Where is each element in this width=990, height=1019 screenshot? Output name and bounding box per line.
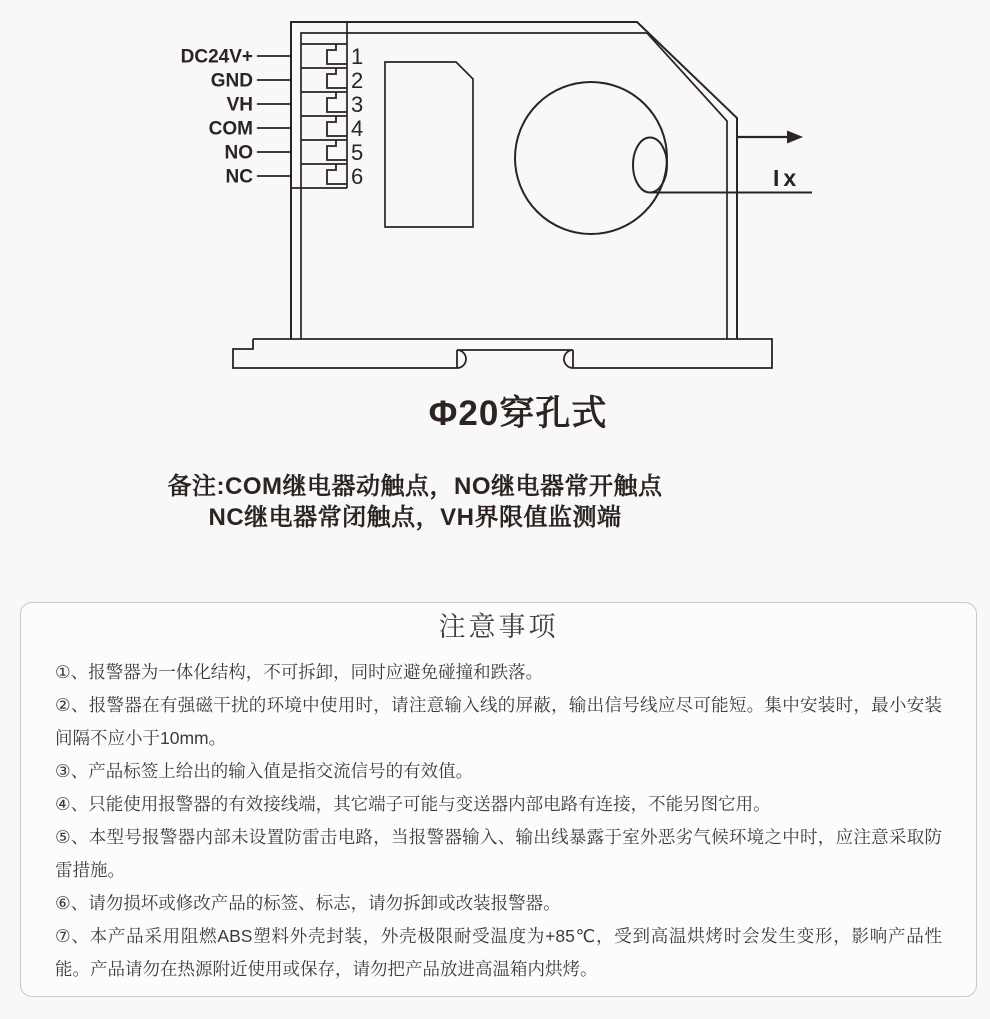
device-diagram-svg [0,0,990,395]
notice-item-list [55,656,942,986]
remark-line-2: NC继电器常闭触点，VH界限值监测端 [208,504,622,531]
terminal-number-2: 2 [351,68,364,93]
terminal-leader-lines [257,56,291,176]
terminal-number-6: 6 [351,164,364,189]
current-arrow-head [787,131,803,144]
notice-box [20,602,977,997]
notice-title: 注意事项 [438,612,559,642]
terminal-label-com: COM [208,118,253,140]
notice-item-7: ⑦、本产品采用阻燃ABS塑料外壳封装，外壳极限耐受温度为+85℃，受到高温烘烤时会发生变形，影响产品性能。产品请勿在热源附近使用或保存，请勿把产品放进高温箱内烘烤。 [55,926,942,979]
remark-block [65,471,765,533]
terminal-number-3: 3 [351,92,364,117]
through-hole-circle [515,82,667,234]
notice-item-4: ④、只能使用报警器的有效接线端，其它端子可能与变送器内部电路有连接，不能另图它用。 [55,794,771,814]
remark-line-1: 备注:COM继电器动触点，NO继电器常开触点 [167,473,663,500]
device-body-inner-outline [301,33,727,339]
terminal-number-5: 5 [351,140,364,165]
notice-item-1: ①、报警器为一体化结构，不可拆卸，同时应避免碰撞和跌落。 [55,662,544,682]
notice-item-2: ②、报警器在有强磁干扰的环境中使用时，请注意输入线的屏蔽，输出信号线应尽可能短。集中安装时，最小安装间隔不应小于10mm。 [55,695,942,748]
terminal-number-1: 1 [351,44,364,69]
nameplate-rect [385,62,473,227]
device-diagram [0,0,990,400]
current-label-ix: Ix [773,165,801,191]
terminal-label-nc: NC [225,166,253,188]
notice-item-6: ⑥、请勿损坏或修改产品的标签、标志，请勿拆卸或改装报警器。 [55,893,561,913]
terminal-cell-dividers [301,44,347,164]
terminal-number-4: 4 [351,116,364,141]
through-hole-ellipse [633,138,667,193]
terminal-block-frame [291,22,347,188]
terminal-label-vh: VH [226,94,253,116]
notice-item-3: ③、产品标签上给出的输入值是指交流信号的有效值。 [55,761,474,781]
terminal-label-dc24v: DC24V+ [180,46,253,68]
diagram-title: Φ20穿孔式 [428,394,608,433]
terminal-label-gnd: GND [210,70,253,92]
din-rail-base [233,339,772,368]
terminal-clamp-symbols [327,44,347,184]
notice-item-5: ⑤、本型号报警器内部未设置防雷击电路，当报警器输入、输出线暴露于室外恶劣气候环境之中时，应注意采取防雷措施。 [55,827,942,880]
terminal-label-no: NO [224,142,253,164]
